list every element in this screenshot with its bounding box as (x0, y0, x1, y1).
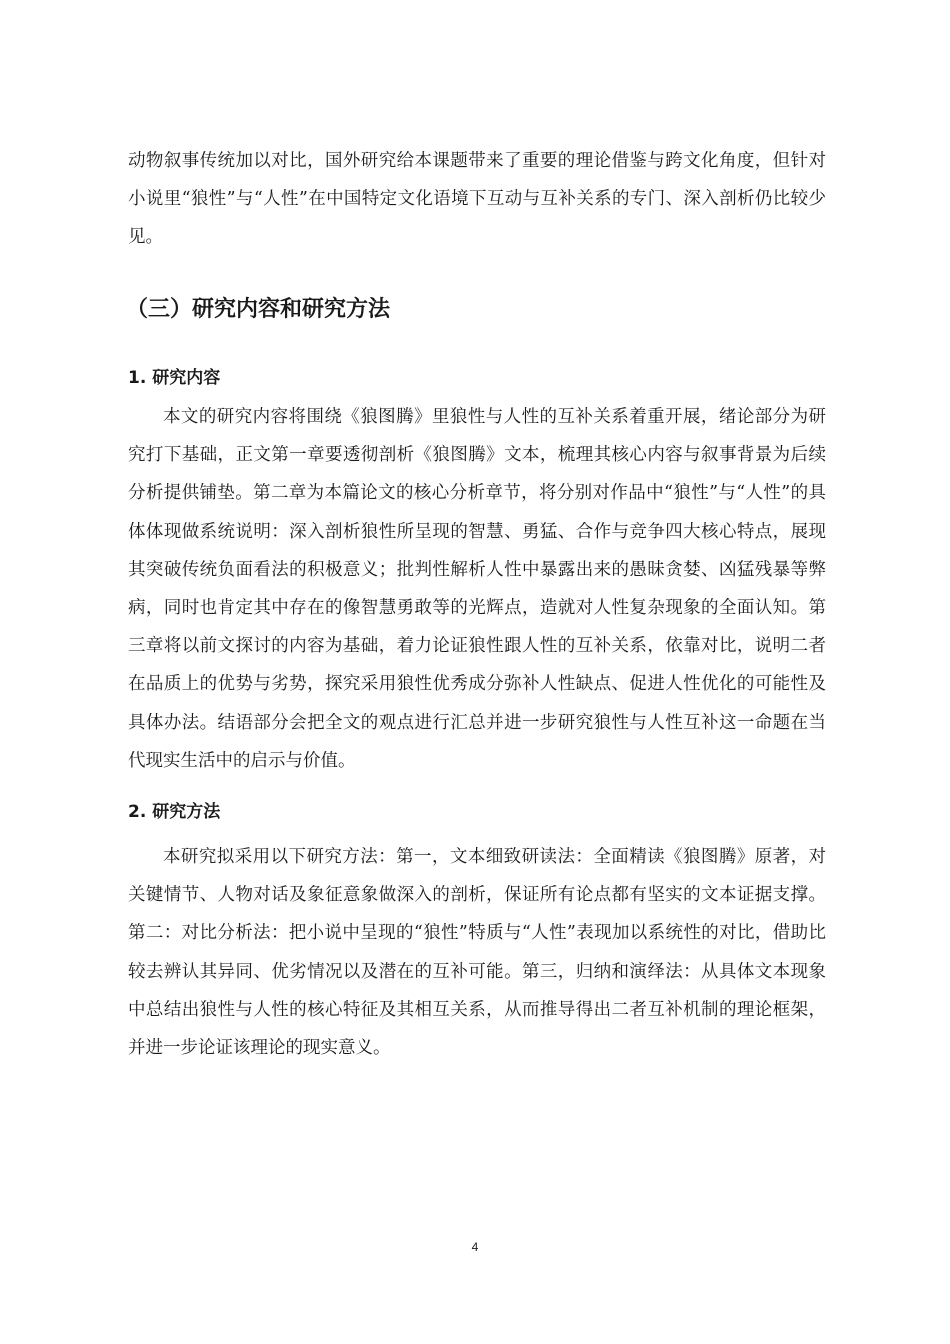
intro-paragraph: 动物叙事传统加以对比，国外研究给本课题带来了重要的理论借鉴与跨文化角度，但针对小说里“狼性”与“人性”在中国特定文化语境下互动与互补关系的专门、深入剖析仍比较少见。 (128, 151, 826, 248)
subsection-1-heading: 1. 研究内容 (128, 368, 221, 388)
page-number: 4 (471, 1240, 479, 1254)
subsection-2-paragraph: 本研究拟采用以下研究方法：第一，文本细致研读法：全面精读《狼图腾》原著，对关键情节、人物对话及象征意象做深入的剖析，保证所有论点都有坚实的文本证据支撑。第二：对比分析法：把小说中呈现的“狼性”特质与“人性”表现加以系统性的对比，借助比较去辨认其异同、优劣情况以及潜在的互补可能。第三，归纳和演绎法：从具体文本现象中总结出狼性与人性的核心特征及其相互关系，从而推导得出二者互补机制的理论框架，并进一步论证该理论的现实意义。 (128, 847, 826, 1059)
subsection-2-heading: 2. 研究方法 (128, 802, 221, 822)
section-heading: （三）研究内容和研究方法 (126, 297, 391, 322)
subsection-1-paragraph: 本文的研究内容将围绕《狼图腾》里狼性与人性的互补关系着重开展，绪论部分为研究打下基础，正文第一章要透彻剖析《狼图腾》文本，梳理其核心内容与叙事背景为后续分析提供铺垫。第二章为本篇论文的核心分析章节，将分别对作品中“狼性”与“人性”的具体体现做系统说明：深入剖析狼性所呈现的智慧、勇猛、合作与竞争四大核心特点，展现其突破传统负面看法的积极意义；批判性解析人性中暴露出来的愚昧贪婪、凶猛残暴等弊病，同时也肯定其中存在的像智慧勇敢等的光辉点，造就对人性复杂现象的全面认知。第三章将以前文探讨的内容为基础，着力论证狼性跟人性的互补关系，依靠对比，说明二者在品质上的优势与劣势，探究采用狼性优秀成分弥补人性缺点、促进人性优化的可能性及具体办法。结语部分会把全文的观点进行汇总并进一步研究狼性与人性互补这一命题在当代现实生活中的启示与价值。 (128, 407, 826, 771)
